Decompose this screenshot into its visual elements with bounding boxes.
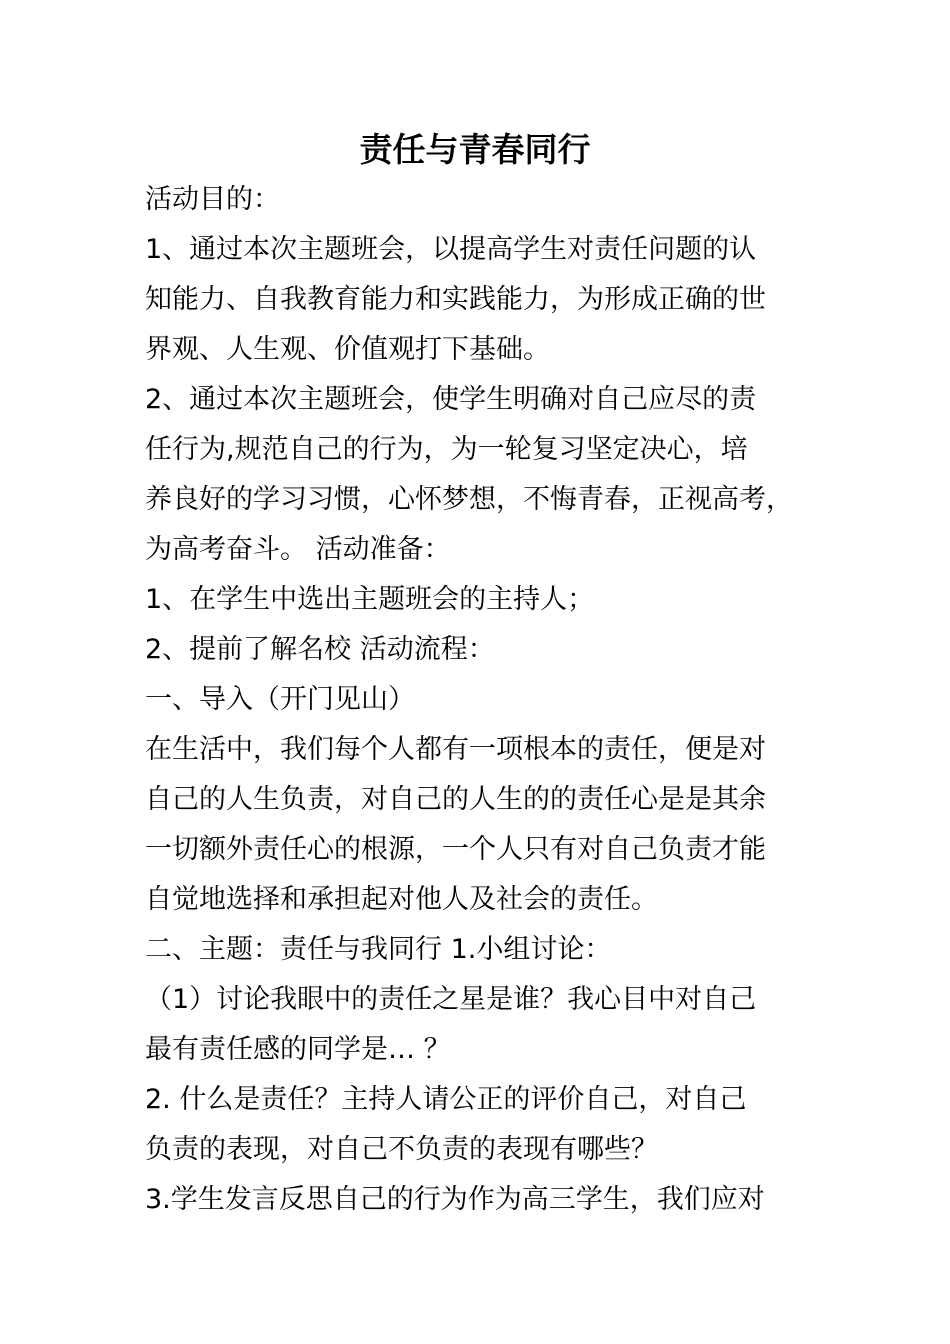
document-title: 责任与青春同行 (359, 130, 591, 169)
text-line: 自己的人生负责，对自己的人生的的责任心是是其余 (145, 784, 766, 815)
text-line: 负责的表现，对自己不负责的表现有哪些？ (145, 1134, 658, 1165)
text-line: 自觉地选择和承担起对他人及社会的责任。 (145, 884, 658, 915)
text-line: 2、通过本次主题班会，使学生明确对自己应尽的责 (145, 384, 757, 415)
text-line: 2、提前了解名校 活动流程： (145, 634, 495, 665)
text-line: 一切额外责任心的根源，一个人只有对自己负责才能 (145, 834, 766, 865)
text-line: 二、主题：责任与我同行 1.小组讨论： (145, 934, 612, 965)
text-line: 为高考奋斗。 活动准备： (145, 534, 451, 565)
text-line: 2. 什么是责任？主持人请公正的评价自己，对自己 (145, 1084, 747, 1115)
text-line: 1、在学生中选出主题班会的主持人； (145, 584, 595, 615)
text-line: 在生活中，我们每个人都有一项根本的责任，便是对 (145, 734, 766, 765)
text-line: 任行为,规范自己的行为，为一轮复习坚定决心，培 (145, 434, 748, 465)
text-line: 1、通过本次主题班会，以提高学生对责任问题的认 (145, 234, 757, 265)
text-line: 一、导入（开门见山） (145, 684, 415, 715)
text-line: （1）讨论我眼中的责任之星是谁？我心目中对自己 (145, 984, 757, 1015)
text-line: 知能力、自我教育能力和实践能力，为形成正确的世 (145, 284, 766, 315)
document-body (145, 175, 845, 1225)
text-line: 活动目的： (145, 184, 280, 215)
text-line: 最有责任感的同学是… ？ (145, 1034, 451, 1065)
text-line: 养良好的学习习惯，心怀梦想，不悔青春，正视高考， (145, 484, 793, 515)
text-line: 界观、人生观、价值观打下基础。 (145, 334, 550, 365)
text-line: 3.学生发言反思自己的行为作为高三学生，我们应对 (145, 1184, 765, 1215)
